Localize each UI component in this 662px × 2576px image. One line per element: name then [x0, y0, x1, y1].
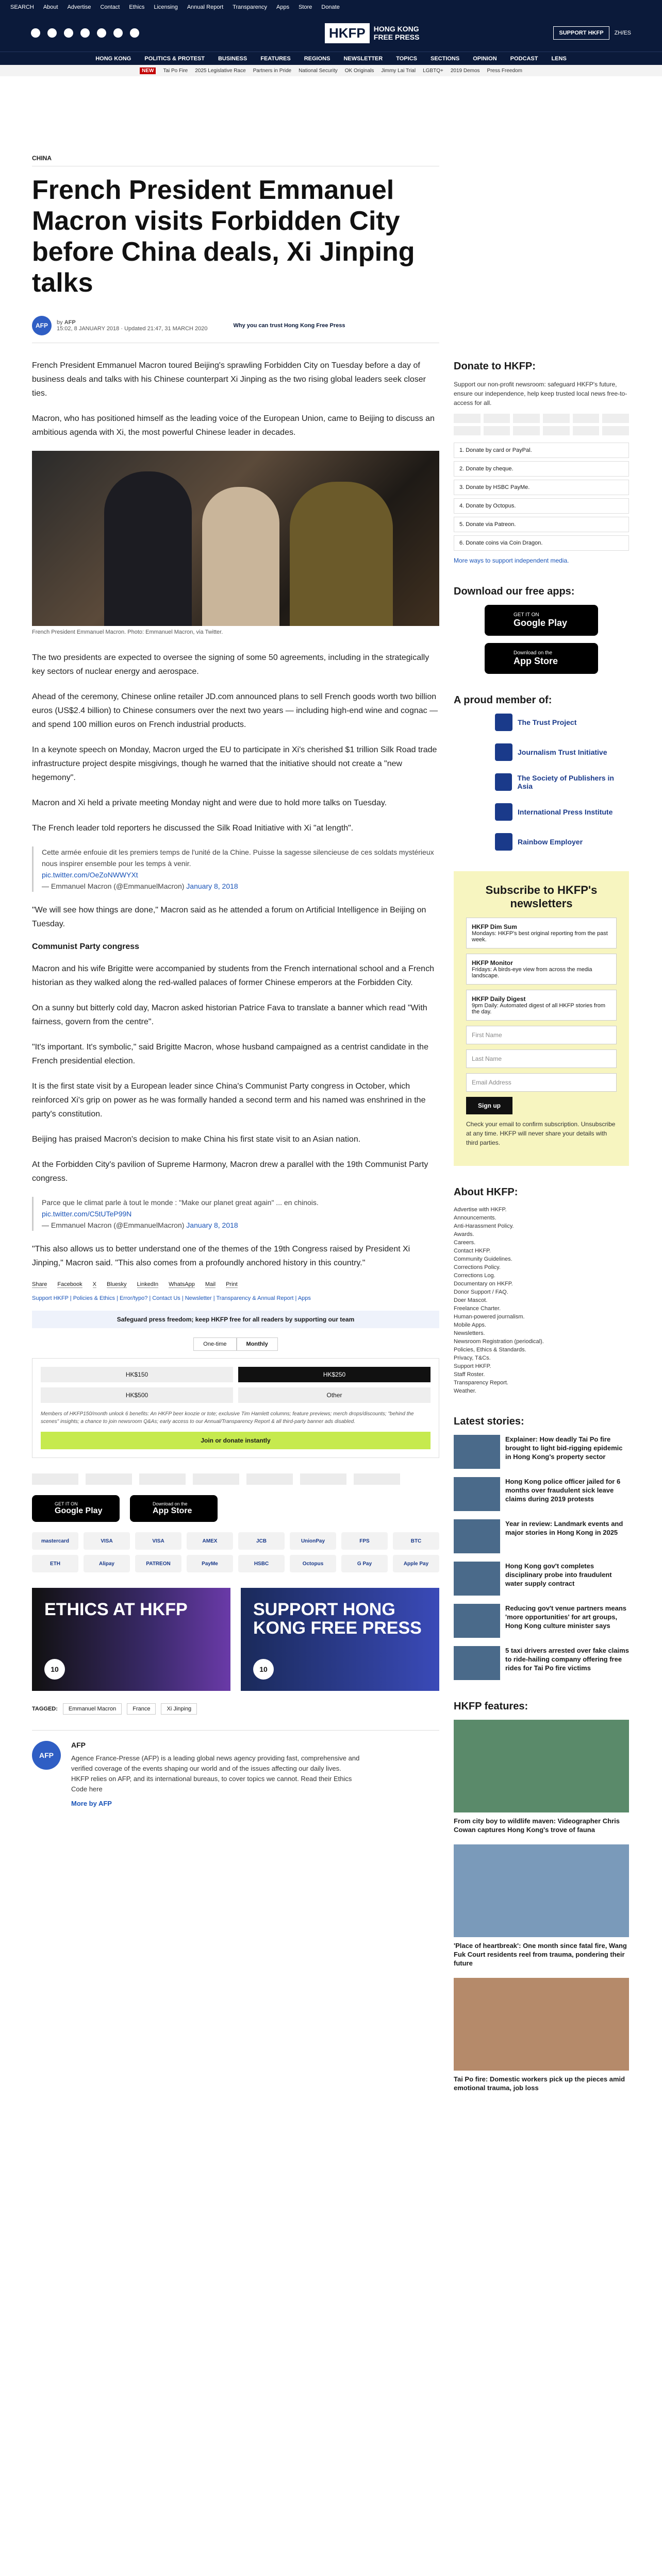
app-store-big: App Store — [153, 1506, 192, 1515]
partner-logo — [354, 1473, 400, 1485]
author-bio — [32, 1730, 439, 1809]
about-link[interactable]: Careers. — [454, 1240, 476, 1246]
donate-option[interactable]: 5. Donate via Patreon. — [454, 517, 629, 532]
member-name: Journalism Trust Initiative — [518, 748, 607, 756]
about-panel — [454, 1187, 629, 1395]
tag[interactable]: Xi Jinping — [161, 1703, 197, 1715]
promo-banners — [32, 1588, 439, 1691]
trust-project-icon — [495, 714, 512, 731]
story-item[interactable] — [454, 1435, 629, 1469]
about-link[interactable]: Privacy, T&Cs. — [454, 1355, 491, 1361]
nav-item[interactable]: PODCAST — [510, 55, 538, 62]
about-link[interactable]: Mobile Apps. — [454, 1322, 486, 1328]
payment-logo[interactable]: ETH — [32, 1555, 78, 1572]
tweet-author: — Emmanuel Macron (@EmmanuelMacron) — [42, 1221, 185, 1229]
member-name: The Trust Project — [518, 718, 577, 726]
feature-title[interactable]: From city boy to wildlife maven: Videographer Chris Cowan captures Hong Kong's trove of fauna — [454, 1817, 620, 1834]
about-link[interactable]: Corrections Log. — [454, 1273, 495, 1279]
nav-item[interactable]: REGIONS — [304, 55, 330, 62]
x-icon[interactable] — [47, 28, 57, 38]
paragraph: "We will see how things are done," Macron said as he attended a forum on Artificial Intelligence in Beijing on Tuesday. — [32, 906, 426, 928]
instagram-icon[interactable] — [64, 28, 73, 38]
trending-link[interactable]: LGBTQ+ — [423, 67, 443, 74]
share-bluesky[interactable]: Bluesky — [107, 1281, 127, 1287]
story-item[interactable] — [454, 1646, 629, 1680]
payment-logo[interactable]: Apple Pay — [393, 1555, 439, 1572]
logo-line-1: HONG KONG — [373, 25, 419, 33]
photo-caption: French President Emmanuel Macron. Photo: Emmanuel Macron, via Twitter. — [32, 629, 223, 635]
topbar-link[interactable]: Apps — [276, 4, 290, 10]
google-play-big: Google Play — [514, 618, 568, 628]
feature-title[interactable]: Tai Po fire: Domestic workers pick up the pieces amid emotional trauma, job loss — [454, 2075, 625, 2092]
trending-link[interactable]: Partners in Pride — [253, 67, 292, 74]
topbar-link[interactable]: Licensing — [154, 4, 178, 10]
story-thumbnail — [454, 1477, 500, 1511]
paragraph: "This also allows us to better understand one of the themes of the 19th Congress raised by President Xi Jinping," Macron said. "This also comes from a profoundly anchored history in this country." — [32, 1245, 410, 1267]
youtube-icon[interactable] — [80, 28, 90, 38]
newsletter-name: HKFP Dim Sum — [472, 923, 517, 930]
author-bio-text: Agence France-Presse (AFP) is a leading global news agency providing fast, comprehensive and verified coverage of the events shaping our world and of the issues affecting our daily lives. HKFP relies on AFP, and its international bureaus, to cover topics we cannot. Read their Ethics Code here — [71, 1754, 360, 1793]
share-bar — [32, 1281, 439, 1288]
paragraph: It is the first state visit by a European leader since China's Communist Party congress in October, which reinforced Xi's grip on power as he was formally handed a second term and his named was enshrined in the party's constitution. — [32, 1082, 426, 1118]
latest-heading: Latest stories: — [454, 1416, 524, 1427]
story-title: Hong Kong gov't completes disciplinary probe into fraudulent water supply contract — [505, 1562, 612, 1587]
embedded-tweet — [32, 1197, 439, 1231]
apps-panel — [454, 586, 629, 674]
story-title: Explainer: How deadly Tai Po fire brought to light bid-rigging epidemic in Hong Kong's property sector — [505, 1435, 623, 1461]
partner-logo — [32, 1473, 78, 1485]
article-tags — [32, 1703, 439, 1715]
first-name-input[interactable]: First Name — [466, 1026, 617, 1044]
byline-text: by AFP 15:02, 8 JANUARY 2018 · Updated 21:47, 31 MARCH 2020 — [57, 319, 208, 332]
about-link[interactable]: Freelance Charter. — [454, 1306, 501, 1312]
donate-option[interactable]: 6. Donate coins via Coin Dragon. — [454, 535, 629, 551]
sidebar-google-play[interactable] — [485, 605, 598, 636]
nav-item[interactable]: HONG KONG — [95, 55, 131, 62]
about-link[interactable]: Corrections Policy. — [454, 1264, 501, 1270]
story-item[interactable] — [454, 1604, 629, 1638]
google-play-small: GET IT ON — [55, 1501, 78, 1506]
paragraph: Macron and Xi held a private meeting Monday night and were due to hold more talks on Tuesday. — [32, 799, 387, 807]
about-link[interactable]: Human-powered journalism. — [454, 1314, 525, 1320]
support-promo-title: SUPPORT HONG KONG FREE PRESS — [253, 1600, 422, 1638]
about-link[interactable]: Awards. — [454, 1231, 474, 1238]
payment-logo[interactable]: JCB — [238, 1532, 285, 1550]
share-whatsapp[interactable]: WhatsApp — [169, 1281, 195, 1287]
feature-image[interactable] — [454, 1844, 629, 1937]
tweet-link[interactable]: pic.twitter.com/C5tUTeP99N — [42, 1210, 132, 1218]
trust-link[interactable]: Why you can trust Hong Kong Free Press — [233, 323, 345, 329]
member-logo[interactable] — [495, 773, 629, 791]
nav-item[interactable]: BUSINESS — [218, 55, 247, 62]
hkfp-features — [454, 1701, 629, 2092]
nav-item[interactable]: NEWSLETTER — [343, 55, 383, 62]
payment-logo[interactable]: PATREON — [135, 1555, 181, 1572]
newsletter-name: HKFP Monitor — [472, 959, 513, 967]
payment-logo[interactable]: PayMe — [187, 1555, 233, 1572]
topbar-link[interactable]: Contact — [100, 4, 120, 10]
author-name[interactable]: AFP — [64, 319, 76, 326]
donate-heading: Donate to HKFP: — [454, 361, 536, 372]
tags-label: TAGGED: — [32, 1706, 58, 1712]
google-play-button[interactable] — [32, 1495, 120, 1522]
linkedin-icon[interactable] — [113, 28, 123, 38]
nav-item[interactable]: OPINION — [473, 55, 497, 62]
donate-option[interactable]: 3. Donate by HSBC PayMe. — [454, 480, 629, 495]
donation-widget — [32, 1358, 439, 1458]
paragraph: Macron and his wife Brigitte were accompanied by students from the French international school and a French historian as they walked along the red-walled palaces of former Chinese emperors at the Forbidden City. — [32, 964, 434, 987]
site-logo[interactable] — [325, 23, 419, 43]
site-header — [0, 14, 662, 52]
article-category[interactable]: CHINA — [32, 155, 439, 166]
about-link[interactable]: Policies, Ethics & Standards. — [454, 1347, 526, 1353]
newsletter-name: HKFP Daily Digest — [472, 995, 526, 1003]
share-label: Share — [32, 1281, 47, 1287]
social-links — [31, 28, 139, 38]
partner-logos — [32, 1473, 439, 1485]
main-nav — [0, 52, 662, 65]
ethics-promo-title: ETHICS AT HKFP — [44, 1600, 188, 1619]
story-thumbnail — [454, 1562, 500, 1596]
logo-wordmark — [374, 25, 420, 41]
member-logo[interactable] — [495, 714, 629, 731]
about-link[interactable]: Newsroom Registration (periodical). — [454, 1338, 544, 1345]
share-print[interactable]: Print — [226, 1281, 238, 1287]
tweet-text: Cette armée enfouie dit les premiers temps de l'unité de la Chine. Puisse la sagesse silencieuse de ces soldats mystérieux nous inspirer ensemble pour les temps à venir. — [42, 848, 434, 868]
payment-logo[interactable]: AMEX — [187, 1532, 233, 1550]
donation-frequency-toggle — [32, 1337, 439, 1351]
top-utility-bar — [0, 0, 662, 14]
trending-link[interactable]: Jimmy Lai Trial — [381, 67, 416, 74]
app-store-big: App Store — [514, 656, 558, 666]
app-store-small: Download on the — [153, 1501, 188, 1506]
join-donate-button[interactable]: Join or donate instantly — [41, 1432, 431, 1449]
trending-bar — [0, 65, 662, 76]
rainbow-icon — [495, 833, 512, 851]
about-link[interactable]: Transparency Report. — [454, 1380, 508, 1386]
donate-more-link[interactable]: More ways to support independent media. — [454, 557, 569, 564]
publish-date: 15:02, 8 JANUARY 2018 — [57, 326, 120, 332]
amount-option-selected[interactable]: HK$250 — [238, 1367, 431, 1382]
topbar-link[interactable]: Transparency — [233, 4, 267, 10]
topbar-link[interactable]: Advertise — [67, 4, 91, 10]
paragraph: On a sunny but bitterly cold day, Macron asked historian Patrice Fava to translate a banner which read "With fairness, govern from the centre". — [32, 1004, 427, 1026]
google-play-big: Google Play — [55, 1506, 103, 1515]
donate-option[interactable]: 1. Donate by card or PayPal. — [454, 443, 629, 458]
byline — [32, 316, 439, 343]
story-item[interactable] — [454, 1562, 629, 1596]
sidebar-app-store[interactable] — [485, 643, 598, 674]
one-time-option[interactable]: One-time — [193, 1337, 236, 1351]
topbar-link[interactable]: Donate — [321, 4, 340, 10]
payment-logo[interactable]: UnionPay — [290, 1532, 336, 1550]
share-linkedin[interactable]: LinkedIn — [137, 1281, 159, 1287]
payment-logo[interactable]: VISA — [135, 1532, 181, 1550]
apps-heading: Download our free apps: — [454, 586, 575, 597]
member-heading: A proud member of: — [454, 694, 552, 706]
language-switch[interactable]: ZH/ES — [614, 30, 631, 36]
article-body — [32, 359, 439, 1270]
share-x[interactable]: X — [92, 1281, 97, 1287]
story-title: Year in review: Landmark events and major stories in Hong Kong in 2025 — [505, 1520, 623, 1536]
features-heading: HKFP features: — [454, 1701, 528, 1712]
membership-panel — [454, 694, 629, 851]
subhead: Communist Party congress — [32, 942, 140, 951]
about-link[interactable]: Newsletters. — [454, 1330, 485, 1336]
sign-up-button[interactable]: Sign up — [466, 1097, 512, 1114]
feature-title[interactable]: 'Place of heartbreak': One month since fatal fire, Wang Fuk Court residents reel from trauma, pondering their future — [454, 1942, 627, 1967]
sopa-icon — [495, 773, 512, 791]
topbar-link[interactable]: Ethics — [129, 4, 145, 10]
newsletter-desc: Fridays: A birds-eye view from across the media landscape. — [472, 967, 592, 979]
newsletter-option[interactable] — [466, 918, 617, 948]
paragraph: French President Emmanuel Macron toured Beijing's sprawling Forbidden City on Tuesday before a day of business deals and talks with his Chinese counterpart Xi Jinping as the two rising global leaders seek closer ties. — [32, 361, 426, 398]
tag[interactable]: France — [127, 1703, 156, 1715]
about-link[interactable]: Doer Mascot. — [454, 1297, 488, 1303]
newsletter-note: Check your email to confirm subscription. Unsubscribe at any time. HKFP will never share your details with third parties. — [466, 1121, 616, 1146]
about-list — [454, 1206, 629, 1395]
feature-image[interactable] — [454, 1978, 629, 2071]
paragraph: "It's important. It's symbolic," said Brigitte Macron, whose husband campaigned as a centrist candidate in the French presidential election. — [32, 1043, 428, 1065]
payment-logo[interactable]: Alipay — [84, 1555, 130, 1572]
about-link[interactable]: Announcements. — [454, 1215, 496, 1221]
paragraph: The two presidents are expected to oversee the signing of some 50 agreements, including in the strategically key sectors of nuclear energy and aerospace. — [32, 653, 429, 676]
story-title: 5 taxi drivers arrested over fake claims to ride-hailing company offering free rides for Tai Po fire victims — [505, 1647, 629, 1672]
app-download-row — [32, 1495, 439, 1522]
share-facebook[interactable]: Facebook — [57, 1281, 82, 1287]
monthly-option[interactable]: Monthly — [237, 1337, 278, 1351]
anniversary-badge: 10 — [44, 1659, 65, 1680]
story-item[interactable] — [454, 1519, 629, 1553]
author-bio-avatar[interactable]: AFP — [32, 1741, 61, 1770]
nav-item[interactable]: SECTIONS — [430, 55, 460, 62]
partner-logo — [193, 1473, 239, 1485]
partner-logo — [139, 1473, 186, 1485]
ipi-icon — [495, 803, 512, 821]
amount-option[interactable]: HK$500 — [41, 1387, 233, 1403]
story-thumbnail — [454, 1646, 500, 1680]
tweet-date[interactable]: January 8, 2018 — [186, 882, 238, 890]
member-name: Rainbow Employer — [518, 838, 583, 846]
about-link[interactable]: Support HKFP. — [454, 1363, 491, 1369]
article-title: French President Emmanuel Macron visits Forbidden City before China deals, Xi Jinping talks — [32, 175, 415, 298]
press-freedom-banner[interactable]: Safeguard press freedom; keep HKFP free for all readers by supporting our team — [32, 1311, 439, 1328]
about-link[interactable]: Advertise with HKFP. — [454, 1207, 507, 1213]
tweet-author: — Emmanuel Macron (@EmmanuelMacron) — [42, 882, 185, 890]
article-photo — [32, 451, 439, 626]
sidebar — [454, 361, 629, 2113]
story-thumbnail — [454, 1604, 500, 1638]
article — [32, 155, 439, 1809]
last-name-input[interactable]: Last Name — [466, 1049, 617, 1068]
jti-icon — [495, 743, 512, 761]
bluesky-icon[interactable] — [130, 28, 139, 38]
more-by-author-link[interactable]: More by AFP — [71, 1800, 112, 1807]
paragraph: The French leader told reporters he discussed the Silk Road Initiative with Xi "at length". — [32, 824, 354, 833]
paragraph: At the Forbidden City's pavilion of Supreme Harmony, Macron drew a parallel with the 19th Communist Party congress. — [32, 1160, 428, 1183]
nav-item[interactable]: POLITICS & PROTEST — [144, 55, 205, 62]
about-link[interactable]: Donor Support / FAQ. — [454, 1289, 508, 1295]
about-link[interactable]: Weather. — [454, 1388, 476, 1394]
nav-item[interactable]: LENS — [551, 55, 567, 62]
donate-options — [454, 443, 629, 551]
feature-image[interactable] — [454, 1720, 629, 1812]
author-bio-name[interactable]: AFP — [71, 1741, 86, 1749]
member-logo[interactable] — [495, 833, 629, 851]
donate-payment-icons — [454, 414, 629, 435]
logo-line-2: FREE PRESS — [373, 33, 420, 41]
trending-link[interactable]: OK Originals — [344, 67, 374, 74]
donate-option[interactable]: 2. Donate by cheque. — [454, 461, 629, 477]
trending-link[interactable]: Tai Po Fire — [163, 67, 188, 74]
trending-link[interactable]: 2025 Legislative Race — [195, 67, 246, 74]
paragraph: In a keynote speech on Monday, Macron urged the EU to participate in Xi's cherished $1 trillion Silk Road trade infrastructure project despite misgivings, though he warned that the initiative should not create a "new hegemony". — [32, 745, 437, 782]
member-name: International Press Institute — [518, 808, 613, 816]
author-avatar[interactable]: AFP — [32, 316, 52, 335]
about-link[interactable]: Anti-Harassment Policy. — [454, 1223, 514, 1229]
partner-logo — [86, 1473, 132, 1485]
support-hkfp-button[interactable]: SUPPORT HKFP — [553, 26, 609, 40]
topbar-link[interactable]: Annual Report — [187, 4, 224, 10]
amount-option-other[interactable]: Other — [238, 1387, 431, 1403]
about-heading: About HKFP: — [454, 1187, 518, 1198]
payment-logo[interactable]: HSBC — [238, 1555, 285, 1572]
newsletter-signup — [454, 871, 629, 1166]
about-link[interactable]: Community Guidelines. — [454, 1256, 512, 1262]
payment-logo[interactable]: BTC — [393, 1532, 439, 1550]
member-name: The Society of Publishers in Asia — [517, 774, 614, 790]
logo-mark: HKFP — [325, 23, 370, 43]
story-item[interactable] — [454, 1477, 629, 1511]
payment-logo[interactable]: VISA — [84, 1532, 130, 1550]
story-title: Reducing gov't venue partners means 'more opportunities' for art groups, Hong Kong culture minister says — [505, 1604, 626, 1630]
latest-stories — [454, 1416, 629, 1680]
email-input[interactable]: Email Address — [466, 1073, 617, 1092]
trending-link[interactable]: 2019 Demos — [450, 67, 480, 74]
story-thumbnail — [454, 1519, 500, 1553]
payment-logo[interactable]: Octopus — [290, 1555, 336, 1572]
paragraph: Macron, who has positioned himself as the leading voice of the European Union, came to Beijing to discuss an ambitious agenda with Xi, the most powerful Chinese leader in decades. — [32, 414, 435, 437]
donate-intro: Support our non-profit newsroom: safeguard HKFP's future, ensure our independence, help keep trusted local news free-to-access for all. — [454, 381, 627, 406]
tweet-text: Parce que le climat parle à tout le monde : "Make our planet great again" ... en chinois. — [42, 1198, 319, 1207]
trending-link[interactable]: Press Freedom — [487, 67, 522, 74]
donate-panel — [454, 361, 629, 565]
tag[interactable]: Emmanuel Macron — [63, 1703, 122, 1715]
google-play-small: GET IT ON — [514, 612, 539, 618]
member-logo[interactable] — [495, 803, 629, 821]
story-thumbnail — [454, 1435, 500, 1469]
app-store-button[interactable] — [130, 1495, 218, 1522]
facebook-icon[interactable] — [31, 28, 40, 38]
search-link[interactable]: SEARCH — [10, 4, 34, 10]
paragraph: Ahead of the ceremony, Chinese online retailer JD.com announced plans to sell French goods worth two billion euros (US$2.4 billion) to Chinese consumers over the next two years — including high-end wine and cognac — and spend 100 million euros on French industrial products. — [32, 692, 438, 729]
membership-note: Members of HKFP150/month unlock 6 benefits: An HKFP beer koozie or tote; exclusive Tim Hamlett columns; feature previews; merch drops/discounts; "behind the scenes" insights; a chance to join newsroom Q&As; early access to our Annual/Transparency Report & all third-party banner ads disabled. — [41, 1411, 414, 1425]
payment-logo[interactable]: G Pay — [341, 1555, 388, 1572]
partner-logo — [246, 1473, 293, 1485]
story-title: Hong Kong police officer jailed for 6 months over fraudulent sick leave claims during 2019 protests — [505, 1478, 621, 1503]
newsletter-desc: 9pm Daily: Automated digest of all HKFP stories from the day. — [472, 1003, 606, 1015]
anniversary-badge: 10 — [253, 1659, 274, 1680]
member-logo[interactable] — [495, 743, 629, 761]
newsletter-desc: Mondays: HKFP's best original reporting from the past week. — [472, 930, 608, 943]
support-promo[interactable] — [241, 1588, 439, 1691]
updated-date: Updated 21:47, 31 MARCH 2020 — [124, 326, 208, 332]
amount-option[interactable]: HK$150 — [41, 1367, 233, 1382]
new-badge: NEW — [140, 67, 156, 74]
support-links[interactable]: Support HKFP | Policies & Ethics | Error/typo? | Contact Us | Newsletter | Transparency & Annual Report | Apps — [32, 1295, 311, 1301]
newsletter-heading: Subscribe to HKFP's newsletters — [485, 884, 598, 910]
nav-item[interactable]: TOPICS — [396, 55, 417, 62]
partner-logo — [300, 1473, 346, 1485]
threads-icon[interactable] — [97, 28, 106, 38]
about-link[interactable]: Documentary on HKFP. — [454, 1281, 513, 1287]
share-mail[interactable]: Mail — [205, 1281, 216, 1287]
payment-logo[interactable]: FPS — [341, 1532, 388, 1550]
tweet-date[interactable]: January 8, 2018 — [186, 1221, 238, 1229]
payment-methods — [32, 1532, 439, 1572]
trending-link[interactable]: National Security — [299, 67, 338, 74]
ethics-promo[interactable] — [32, 1588, 230, 1691]
about-link[interactable]: Staff Roster. — [454, 1371, 485, 1378]
paragraph: Beijing has praised Macron's decision to make China his first state visit to an Asian nation. — [32, 1135, 361, 1144]
by-label: by — [57, 319, 63, 326]
donate-option[interactable]: 4. Donate by Octopus. — [454, 498, 629, 514]
topbar-link[interactable]: Store — [299, 4, 312, 10]
nav-item[interactable]: FEATURES — [260, 55, 291, 62]
embedded-tweet — [32, 846, 439, 892]
topbar-link[interactable]: About — [43, 4, 58, 10]
newsletter-option[interactable] — [466, 954, 617, 985]
tweet-link[interactable]: pic.twitter.com/OeZoNWWYXt — [42, 871, 138, 879]
payment-logo[interactable]: mastercard — [32, 1532, 78, 1550]
newsletter-option[interactable] — [466, 990, 617, 1021]
app-store-small: Download on the — [514, 650, 553, 656]
about-link[interactable]: Contact HKFP. — [454, 1248, 491, 1254]
